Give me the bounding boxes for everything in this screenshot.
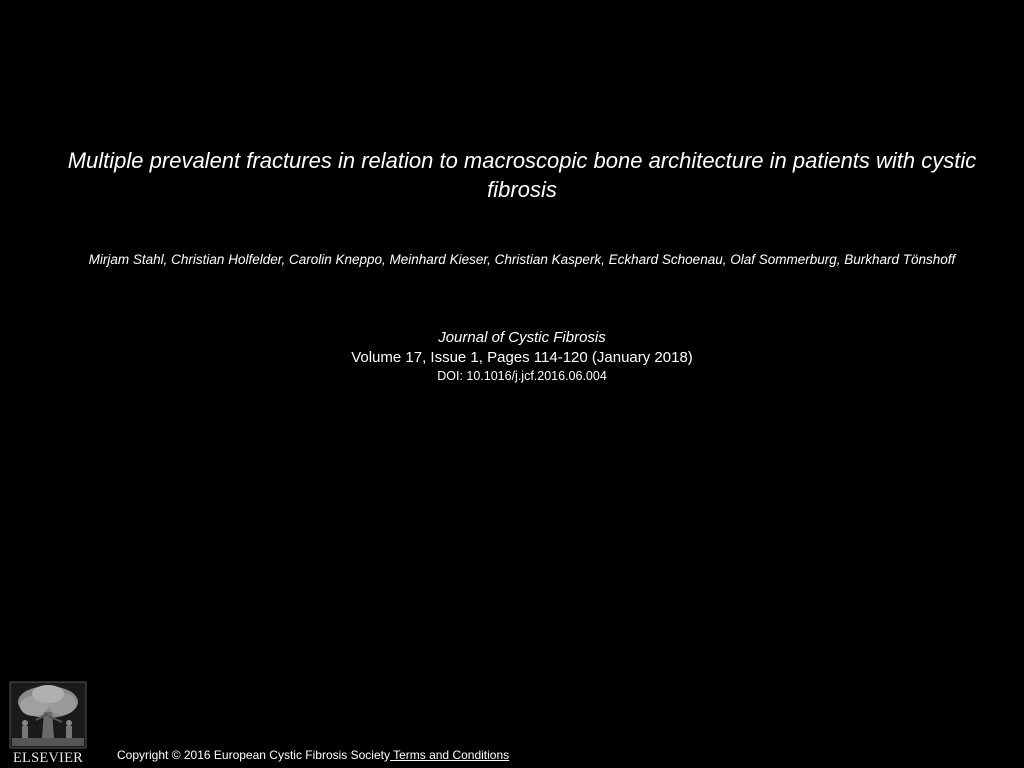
volume-info: Volume 17, Issue 1, Pages 114-120 (January 2018) (351, 349, 693, 366)
article-title: Multiple prevalent fractures in relation to macroscopic bone architecture in patients with cystic fibrosis (67, 148, 977, 202)
copyright-text: Copyright © 2016 European Cystic Fibrosis Society (117, 748, 390, 762)
elsevier-tree-icon (8, 680, 88, 750)
elsevier-logo (8, 680, 88, 766)
article-authors: Mirjam Stahl, Christian Holfelder, Carolin Kneppo, Meinhard Kieser, Christian Kasperk, Eckhard Schoenau, Olaf Sommerburg, Burkhard Tönshoff (88, 252, 956, 267)
elsevier-wordmark: ELSEVIER (12, 750, 84, 766)
doi-link: DOI: 10.1016/j.jcf.2016.06.004 (437, 369, 607, 383)
terms-and-conditions-link[interactable]: Terms and Conditions (389, 748, 510, 762)
footer (117, 747, 509, 763)
citation-block (40, 328, 1004, 385)
journal-name: Journal of Cystic Fibrosis (438, 329, 606, 346)
